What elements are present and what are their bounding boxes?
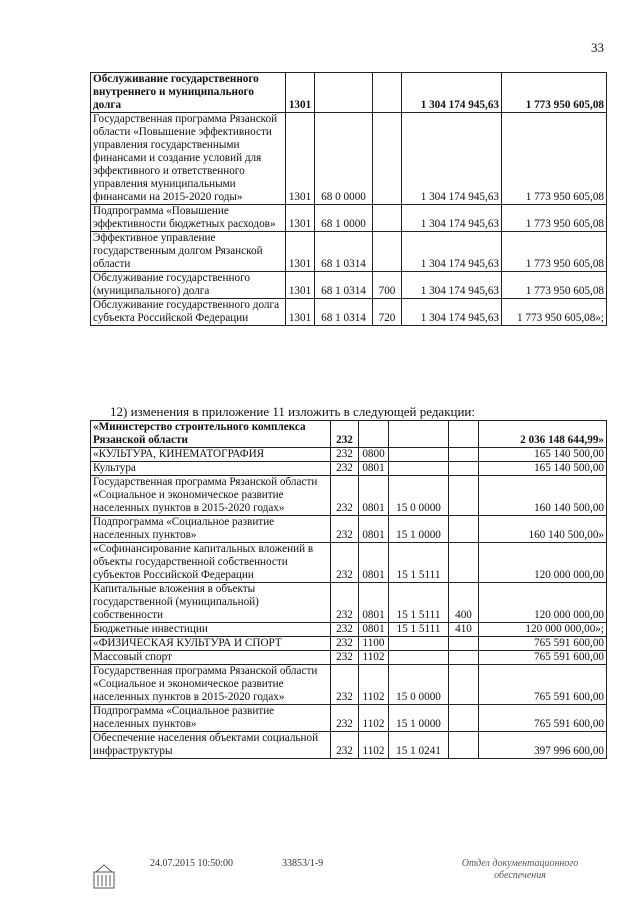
- row-name: Эффективное управление государственным долгом Рязанской области: [91, 232, 286, 272]
- row-section: 0801: [359, 583, 389, 623]
- row-section: 1301: [286, 232, 315, 272]
- row-expense-type: [449, 705, 479, 732]
- table-row: [91, 205, 607, 232]
- row-expense-type: [449, 637, 479, 651]
- table-row: [91, 476, 607, 516]
- row-amount: 765 591 600,00: [479, 651, 607, 665]
- table-row: [91, 448, 607, 462]
- row-target-code: 15 0 0000: [389, 665, 449, 705]
- row-name: Обслуживание государственного внутреннего и муниципального долга: [91, 73, 286, 113]
- ministry-table: [90, 420, 607, 759]
- table-row: [91, 272, 607, 299]
- table-row: [91, 665, 607, 705]
- row-amount-2017: 1 773 950 605,08: [502, 113, 607, 205]
- row-amount: 165 140 500,00: [479, 448, 607, 462]
- table-row: [91, 583, 607, 623]
- row-amount-2017: 1 773 950 605,08: [502, 205, 607, 232]
- row-name: Государственная программа Рязанской области «Социальное и экономическое развитие населенных пунктов в 2015-2020 годах»: [91, 476, 331, 516]
- row-amount-2016: 1 304 174 945,63: [402, 73, 502, 113]
- row-name: Государственная программа Рязанской области «Повышение эффективности управления государственными финансами и создание условий для эффективного и ответственного управления муниципальными финансами на 2015-2020 годы»: [91, 113, 286, 205]
- row-target-code: 68 1 0000: [315, 205, 373, 232]
- row-target-code: 68 1 0314: [315, 299, 373, 326]
- row-amount: 160 140 500,00: [479, 476, 607, 516]
- row-expense-type: [373, 232, 402, 272]
- row-target-code: 15 1 0241: [389, 732, 449, 759]
- row-expense-type: [449, 651, 479, 665]
- row-expense-type: [449, 665, 479, 705]
- row-expense-type: [373, 73, 402, 113]
- row-department-code: 232: [331, 476, 359, 516]
- table-row: [91, 732, 607, 759]
- row-department-code: 232: [331, 651, 359, 665]
- row-expense-type: [449, 476, 479, 516]
- table-row: [91, 623, 607, 637]
- table-row: [91, 113, 607, 205]
- row-department-code: 232: [331, 583, 359, 623]
- footer-doc-id: 33853/1-9: [282, 858, 324, 869]
- row-expense-type: [449, 732, 479, 759]
- row-name: Капитальные вложения в объекты государственной (муниципальной) собственности: [91, 583, 331, 623]
- row-target-code: 15 1 0000: [389, 516, 449, 543]
- row-name: Массовый спорт: [91, 651, 331, 665]
- row-department-code: 232: [331, 637, 359, 651]
- footer-datetime: 24.07.2015 10:50:00: [150, 858, 234, 869]
- row-amount-2016: 1 304 174 945,63: [402, 232, 502, 272]
- row-department-code: 232: [331, 516, 359, 543]
- row-expense-type: [449, 516, 479, 543]
- row-expense-type: 700: [373, 272, 402, 299]
- row-target-code: [389, 462, 449, 476]
- row-section: [359, 421, 389, 448]
- row-expense-type: [449, 462, 479, 476]
- debt-service-table: [90, 72, 607, 326]
- row-section: 0801: [359, 516, 389, 543]
- row-amount: 397 996 600,00: [479, 732, 607, 759]
- row-amount-2017: 1 773 950 605,08: [502, 272, 607, 299]
- table-row: [91, 421, 607, 448]
- row-target-code: 68 1 0314: [315, 272, 373, 299]
- row-expense-type: [449, 543, 479, 583]
- row-name: Подпрограмма «Социальное развитие населенных пунктов»: [91, 516, 331, 543]
- row-section: 1301: [286, 272, 315, 299]
- duma-emblem-icon: [92, 862, 116, 890]
- row-target-code: [389, 421, 449, 448]
- row-expense-type: [449, 421, 479, 448]
- row-name: Обслуживание государственного долга субъекта Российской Федерации: [91, 299, 286, 326]
- row-section: 1102: [359, 665, 389, 705]
- footer-department: Отдел документационного обеспечения: [461, 858, 579, 881]
- row-department-code: 232: [331, 543, 359, 583]
- row-section: 1301: [286, 205, 315, 232]
- row-target-code: 15 1 5111: [389, 543, 449, 583]
- row-name: «КУЛЬТУРА, КИНЕМАТОГРАФИЯ: [91, 448, 331, 462]
- row-amount-2017: 1 773 950 605,08: [502, 232, 607, 272]
- row-department-code: 232: [331, 732, 359, 759]
- table-row: [91, 462, 607, 476]
- table-row: [91, 73, 607, 113]
- row-amount-2017: 1 773 950 605,08: [502, 73, 607, 113]
- row-target-code: 15 1 5111: [389, 623, 449, 637]
- row-name: Культура: [91, 462, 331, 476]
- row-target-code: [389, 448, 449, 462]
- row-amount: 120 000 000,00: [479, 583, 607, 623]
- row-section: 1301: [286, 113, 315, 205]
- row-department-code: 232: [331, 462, 359, 476]
- row-target-code: [389, 651, 449, 665]
- row-target-code: 15 1 5111: [389, 583, 449, 623]
- row-amount-2016: 1 304 174 945,63: [402, 272, 502, 299]
- row-name: Подпрограмма «Повышение эффективности бюджетных расходов»: [91, 205, 286, 232]
- row-department-code: 232: [331, 448, 359, 462]
- row-amount: 160 140 500,00»: [479, 516, 607, 543]
- row-department-code: 232: [331, 623, 359, 637]
- row-expense-type: 410: [449, 623, 479, 637]
- row-amount-2016: 1 304 174 945,63: [402, 299, 502, 326]
- row-amount: 120 000 000,00: [479, 543, 607, 583]
- row-expense-type: 400: [449, 583, 479, 623]
- row-section: 1102: [359, 732, 389, 759]
- row-department-code: 232: [331, 705, 359, 732]
- row-section: 1102: [359, 651, 389, 665]
- row-amount-2017: 1 773 950 605,08»;: [502, 299, 607, 326]
- row-section: 1100: [359, 637, 389, 651]
- row-name: «Софинансирование капитальных вложений в объекты государственной собственности субъектов Российской Федерации: [91, 543, 331, 583]
- row-amount: 165 140 500,00: [479, 462, 607, 476]
- row-section: 0801: [359, 623, 389, 637]
- row-amount: 765 591 600,00: [479, 705, 607, 732]
- row-name: Бюджетные инвестиции: [91, 623, 331, 637]
- page-number: 33: [591, 40, 604, 55]
- section-heading: 12) изменения в приложение 11 изложить в следующей редакции:: [110, 404, 475, 419]
- row-expense-type: [449, 448, 479, 462]
- row-target-code: 15 0 0000: [389, 476, 449, 516]
- row-department-code: 232: [331, 665, 359, 705]
- table-row: [91, 516, 607, 543]
- table-row: [91, 637, 607, 651]
- row-department-code: 232: [331, 421, 359, 448]
- table-row: [91, 232, 607, 272]
- row-section: 0801: [359, 476, 389, 516]
- row-amount: 120 000 000,00»;: [479, 623, 607, 637]
- row-section: 0800: [359, 448, 389, 462]
- row-name: Обеспечение населения объектами социальной инфраструктуры: [91, 732, 331, 759]
- row-target-code: [315, 73, 373, 113]
- row-expense-type: 720: [373, 299, 402, 326]
- row-target-code: 15 1 0000: [389, 705, 449, 732]
- row-section: 0801: [359, 543, 389, 583]
- row-amount-2016: 1 304 174 945,63: [402, 113, 502, 205]
- row-name: Государственная программа Рязанской области «Социальное и экономическое развитие населенных пунктов в 2015-2020 годах»: [91, 665, 331, 705]
- row-section: 1301: [286, 299, 315, 326]
- row-amount: 2 036 148 644,99»: [479, 421, 607, 448]
- row-section: 1301: [286, 73, 315, 113]
- row-name: Подпрограмма «Социальное развитие населенных пунктов»: [91, 705, 331, 732]
- row-section: 1102: [359, 705, 389, 732]
- row-target-code: 68 1 0314: [315, 232, 373, 272]
- row-expense-type: [373, 113, 402, 205]
- row-expense-type: [373, 205, 402, 232]
- row-target-code: [389, 637, 449, 651]
- table-row: [91, 299, 607, 326]
- row-name: «Министерство строительного комплекса Рязанской области: [91, 421, 331, 448]
- table-row: [91, 543, 607, 583]
- table-row: [91, 651, 607, 665]
- row-name: «ФИЗИЧЕСКАЯ КУЛЬТУРА И СПОРТ: [91, 637, 331, 651]
- row-section: 0801: [359, 462, 389, 476]
- row-amount-2016: 1 304 174 945,63: [402, 205, 502, 232]
- table-row: [91, 705, 607, 732]
- row-amount: 765 591 600,00: [479, 665, 607, 705]
- row-name: Обслуживание государственного (муниципального) долга: [91, 272, 286, 299]
- row-target-code: 68 0 0000: [315, 113, 373, 205]
- row-amount: 765 591 600,00: [479, 637, 607, 651]
